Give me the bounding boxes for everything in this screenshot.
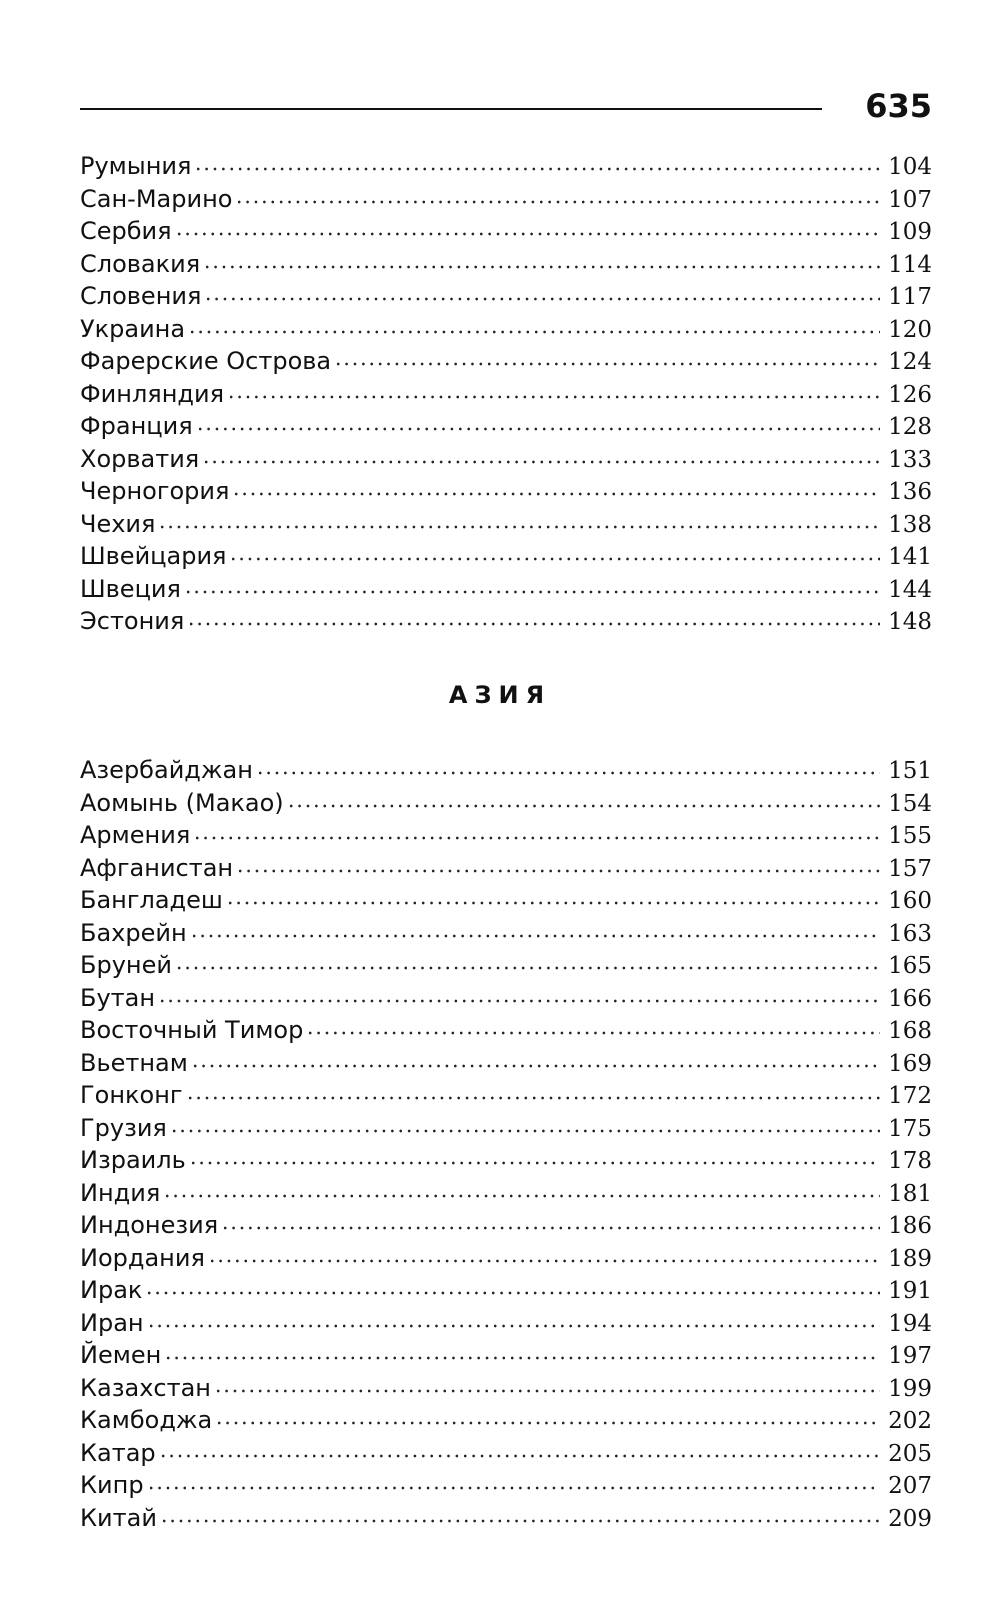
toc-entry-title: Казахстан bbox=[80, 1372, 214, 1405]
toc-entry-title: Чехия bbox=[80, 508, 158, 541]
toc-entry-page: 197 bbox=[888, 1343, 932, 1369]
toc-entry bbox=[80, 183, 932, 216]
toc-entry bbox=[80, 1339, 932, 1372]
dot-leader bbox=[204, 286, 880, 306]
section-heading-asia: АЗИЯ bbox=[448, 681, 552, 709]
dot-leader bbox=[236, 858, 880, 878]
toc-entry-page: 178 bbox=[888, 1148, 932, 1174]
toc-entry-title: Вьетнам bbox=[80, 1047, 191, 1080]
toc-entry-title: Бутан bbox=[80, 982, 158, 1015]
toc-entry-title: Черногория bbox=[80, 475, 232, 508]
toc-entry-title: Грузия bbox=[80, 1112, 170, 1145]
dot-leader bbox=[229, 546, 880, 566]
toc-entry-page: 151 bbox=[888, 758, 932, 784]
toc-europe-list bbox=[80, 150, 932, 638]
dot-leader bbox=[184, 579, 880, 599]
toc-entry-title: Франция bbox=[80, 410, 196, 443]
toc-entry bbox=[80, 884, 932, 917]
toc-entry bbox=[80, 1274, 932, 1307]
toc-asia-list bbox=[80, 754, 932, 1534]
toc-entry-title: Израиль bbox=[80, 1144, 189, 1177]
toc-entry-title: Словения bbox=[80, 280, 204, 313]
dot-leader bbox=[160, 1508, 880, 1528]
dot-leader bbox=[196, 416, 880, 436]
toc-entry-page: 163 bbox=[888, 920, 932, 947]
toc-entry bbox=[80, 852, 932, 885]
dot-leader bbox=[306, 1020, 880, 1040]
toc-entry bbox=[80, 573, 932, 606]
toc-entry-page: 166 bbox=[888, 985, 932, 1012]
toc-entry-page: 144 bbox=[888, 576, 932, 603]
toc-entry-page: 155 bbox=[888, 823, 932, 849]
toc-entry-page: 189 bbox=[888, 1245, 932, 1272]
dot-leader bbox=[190, 923, 880, 943]
toc-entry-title: Финляндия bbox=[80, 378, 227, 411]
toc-entry bbox=[80, 540, 932, 573]
toc-entry bbox=[80, 1209, 932, 1242]
toc-entry bbox=[80, 313, 932, 346]
toc-entry-page: 186 bbox=[888, 1213, 932, 1239]
toc-entry-page: 181 bbox=[888, 1180, 932, 1207]
dot-leader bbox=[221, 1215, 880, 1235]
toc-entry-page: 109 bbox=[888, 219, 932, 245]
toc-entry-title: Сан-Марино bbox=[80, 183, 235, 216]
dot-leader bbox=[193, 825, 880, 845]
toc-entry-title: Гонконг bbox=[80, 1079, 186, 1112]
toc-entry-page: 202 bbox=[888, 1408, 932, 1434]
toc-entry bbox=[80, 508, 932, 541]
toc-entry bbox=[80, 1469, 932, 1502]
dot-leader bbox=[203, 254, 880, 274]
toc-entry bbox=[80, 150, 932, 183]
dot-leader bbox=[194, 156, 880, 176]
toc-entry bbox=[80, 443, 932, 476]
toc-entry-title: Фарерские Острова bbox=[80, 345, 334, 378]
dot-leader bbox=[164, 1345, 880, 1365]
toc-entry bbox=[80, 1502, 932, 1535]
toc-entry bbox=[80, 605, 932, 638]
toc-entry bbox=[80, 949, 932, 982]
toc-entry-title: Иран bbox=[80, 1307, 147, 1340]
toc-entry-title: Аомынь (Макао) bbox=[80, 787, 287, 820]
toc-entry bbox=[80, 1372, 932, 1405]
dot-leader bbox=[158, 514, 880, 534]
dot-leader bbox=[175, 221, 880, 241]
toc-entry-title: Бангладеш bbox=[80, 884, 226, 917]
header-rule bbox=[80, 108, 822, 110]
dot-leader bbox=[226, 890, 880, 910]
toc-entry-title: Катар bbox=[80, 1437, 159, 1470]
toc-entry bbox=[80, 378, 932, 411]
toc-entry bbox=[80, 280, 932, 313]
dot-leader bbox=[186, 1085, 881, 1105]
toc-entry bbox=[80, 1144, 932, 1177]
toc-entry-title: Индия bbox=[80, 1177, 163, 1210]
toc-entry bbox=[80, 215, 932, 248]
toc-entry-title: Иордания bbox=[80, 1242, 208, 1275]
toc-entry-title: Украина bbox=[80, 313, 188, 346]
toc-entry-page: 104 bbox=[888, 154, 932, 180]
toc-entry-page: 133 bbox=[888, 446, 932, 473]
toc-entry bbox=[80, 1404, 932, 1437]
toc-entry bbox=[80, 917, 932, 950]
dot-leader bbox=[235, 189, 880, 209]
toc-entry-page: 172 bbox=[888, 1083, 932, 1109]
toc-entry-title: Индонезия bbox=[80, 1209, 221, 1242]
toc-entry-page: 207 bbox=[888, 1473, 932, 1499]
toc-entry-page: 148 bbox=[888, 609, 932, 635]
toc-entry-page: 191 bbox=[888, 1278, 932, 1304]
toc-entry-page: 141 bbox=[888, 544, 932, 570]
dot-leader bbox=[189, 1150, 880, 1170]
toc-entry-page: 126 bbox=[888, 381, 932, 408]
toc-entry-title: Афганистан bbox=[80, 852, 236, 885]
toc-entry-page: 117 bbox=[888, 284, 932, 310]
toc-entry bbox=[80, 345, 932, 378]
toc-entry bbox=[80, 1014, 932, 1047]
toc-entry-title: Словакия bbox=[80, 248, 203, 281]
dot-leader bbox=[159, 1443, 880, 1463]
toc-entry bbox=[80, 1112, 932, 1145]
toc-entry-page: 128 bbox=[888, 414, 932, 440]
toc-entry bbox=[80, 787, 932, 820]
toc-entry bbox=[80, 982, 932, 1015]
toc-entry-page: 205 bbox=[888, 1440, 932, 1467]
dot-leader bbox=[208, 1248, 880, 1268]
dot-leader bbox=[232, 481, 880, 501]
toc-entry bbox=[80, 1079, 932, 1112]
toc-entry-page: 168 bbox=[888, 1018, 932, 1044]
toc-entry bbox=[80, 754, 932, 787]
toc-entry-title: Йемен bbox=[80, 1339, 164, 1372]
toc-entry-title: Азербайджан bbox=[80, 754, 256, 787]
toc-entry-title: Ирак bbox=[80, 1274, 145, 1307]
toc-entry-page: 107 bbox=[888, 186, 932, 213]
toc-entry-page: 154 bbox=[888, 790, 932, 817]
toc-entry-page: 138 bbox=[888, 511, 932, 538]
toc-entry-title: Швеция bbox=[80, 573, 184, 606]
toc-entry-title: Румыния bbox=[80, 150, 194, 183]
dot-leader bbox=[187, 611, 880, 631]
toc-entry-page: 157 bbox=[888, 855, 932, 882]
dot-leader bbox=[170, 1118, 880, 1138]
dot-leader bbox=[147, 1475, 880, 1495]
toc-entry bbox=[80, 1047, 932, 1080]
dot-leader bbox=[256, 760, 880, 780]
toc-entry-title: Бахрейн bbox=[80, 917, 190, 950]
toc-entry-title: Кипр bbox=[80, 1469, 147, 1502]
dot-leader bbox=[287, 793, 880, 813]
toc-entry-page: 120 bbox=[888, 316, 932, 343]
toc-entry-title: Армения bbox=[80, 819, 193, 852]
toc-entry-title: Эстония bbox=[80, 605, 187, 638]
dot-leader bbox=[191, 1053, 880, 1073]
toc-entry-title: Сербия bbox=[80, 215, 175, 248]
dot-leader bbox=[175, 955, 880, 975]
toc-entry bbox=[80, 410, 932, 443]
toc-entry-title: Восточный Тимор bbox=[80, 1014, 306, 1047]
toc-entry-title: Бруней bbox=[80, 949, 175, 982]
dot-leader bbox=[214, 1378, 880, 1398]
toc-entry bbox=[80, 1177, 932, 1210]
toc-entry-title: Швейцария bbox=[80, 540, 229, 573]
dot-leader bbox=[202, 449, 880, 469]
toc-entry bbox=[80, 1437, 932, 1470]
toc-entry-page: 199 bbox=[888, 1375, 932, 1402]
toc-entry-page: 160 bbox=[888, 888, 932, 914]
toc-entry-title: Камбоджа bbox=[80, 1404, 215, 1437]
toc-entry-page: 175 bbox=[888, 1115, 932, 1142]
dot-leader bbox=[227, 384, 880, 404]
toc-entry-page: 209 bbox=[888, 1505, 932, 1532]
toc-entry-page: 114 bbox=[888, 251, 932, 278]
toc-entry-page: 124 bbox=[888, 349, 932, 375]
toc-entry bbox=[80, 1307, 932, 1340]
dot-leader bbox=[163, 1183, 880, 1203]
toc-entry-page: 136 bbox=[888, 479, 932, 505]
dot-leader bbox=[158, 988, 880, 1008]
dot-leader bbox=[188, 319, 880, 339]
toc-entry-page: 194 bbox=[888, 1310, 932, 1337]
toc-entry-title: Китай bbox=[80, 1502, 160, 1535]
toc-entry-page: 165 bbox=[888, 953, 932, 979]
toc-entry bbox=[80, 819, 932, 852]
dot-leader bbox=[145, 1280, 880, 1300]
dot-leader bbox=[215, 1410, 880, 1430]
page-number: 635 bbox=[865, 87, 932, 125]
toc-entry bbox=[80, 475, 932, 508]
toc-entry bbox=[80, 248, 932, 281]
dot-leader bbox=[147, 1313, 880, 1333]
toc-entry-title: Хорватия bbox=[80, 443, 202, 476]
dot-leader bbox=[334, 351, 880, 371]
toc-entry-page: 169 bbox=[888, 1050, 932, 1077]
toc-entry bbox=[80, 1242, 932, 1275]
